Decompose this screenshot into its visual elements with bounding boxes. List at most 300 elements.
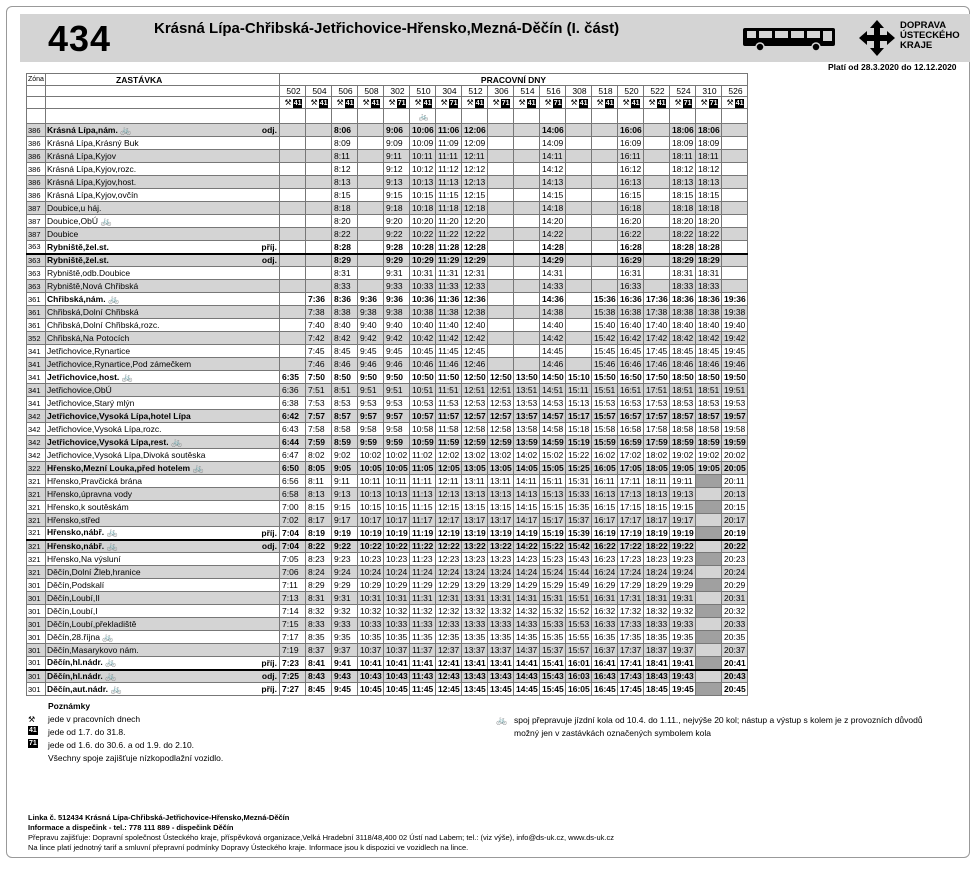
- time-cell: [696, 683, 722, 696]
- hammers-icon: ⚒: [336, 98, 344, 107]
- time-cell: 11:20: [436, 215, 462, 228]
- time-cell: [358, 228, 384, 241]
- time-cell: 15:23: [540, 553, 566, 566]
- time-cell: 10:46: [410, 358, 436, 371]
- time-cell: 10:29: [384, 579, 410, 592]
- time-cell: 9:59: [384, 436, 410, 449]
- time-cell: 10:29: [358, 579, 384, 592]
- arr-dep-mark: [252, 605, 280, 618]
- zone-cell: 342: [27, 410, 46, 423]
- time-cell: 12:58: [462, 423, 488, 436]
- time-cell: [722, 137, 748, 150]
- time-cell: 10:41: [358, 657, 384, 670]
- time-cell: [696, 579, 722, 592]
- time-cell: [306, 176, 332, 189]
- time-cell: 18:33: [670, 280, 696, 293]
- time-cell: 7:53: [306, 397, 332, 410]
- time-cell: 11:33: [410, 618, 436, 631]
- time-cell: 10:35: [358, 631, 384, 644]
- zone-cell: 301: [27, 670, 46, 683]
- time-cell: 8:23: [306, 553, 332, 566]
- time-cell: 18:05: [644, 462, 670, 475]
- time-cell: 9:51: [358, 384, 384, 397]
- time-cell: 10:02: [358, 449, 384, 462]
- time-cell: 19:43: [670, 670, 696, 683]
- time-cell: 6:36: [280, 384, 306, 397]
- time-cell: 18:32: [644, 605, 670, 618]
- time-cell: 7:57: [306, 410, 332, 423]
- time-cell: 10:33: [410, 280, 436, 293]
- time-cell: 12:37: [436, 644, 462, 657]
- time-cell: [696, 501, 722, 514]
- time-cell: 19:40: [722, 319, 748, 332]
- arr-dep-mark: [252, 215, 280, 228]
- time-cell: 15:35: [540, 631, 566, 644]
- stop-row: [27, 202, 748, 215]
- arr-dep-mark: příj.: [252, 657, 280, 670]
- time-cell: 15:46: [592, 358, 618, 371]
- time-cell: 10:28: [410, 241, 436, 254]
- stop-row: [27, 475, 748, 488]
- time-cell: 9:33: [332, 618, 358, 631]
- time-cell: [306, 202, 332, 215]
- time-cell: 10:45: [410, 345, 436, 358]
- time-cell: 13:45: [488, 683, 514, 696]
- time-cell: 14:41: [514, 657, 540, 670]
- time-cell: 10:15: [410, 189, 436, 202]
- time-cell: 9:42: [358, 332, 384, 345]
- time-cell: 15:51: [566, 592, 592, 605]
- stop-name: Jetřichovice,Rynartice: [46, 345, 252, 358]
- time-cell: [592, 202, 618, 215]
- trip-number: 506: [332, 86, 358, 97]
- time-cell: 11:42: [436, 332, 462, 345]
- time-cell: 12:09: [462, 137, 488, 150]
- time-cell: 9:36: [358, 293, 384, 306]
- note-item: ⚒ jede v pracovních dnech: [28, 714, 141, 724]
- time-cell: [592, 189, 618, 202]
- time-cell: 12:13: [436, 488, 462, 501]
- time-cell: 7:45: [306, 345, 332, 358]
- trip-number: 518: [592, 86, 618, 97]
- hammers-icon: ⚒: [648, 98, 656, 107]
- arr-dep-mark: odj.: [252, 540, 280, 553]
- time-cell: 16:15: [618, 189, 644, 202]
- time-cell: 16:46: [618, 358, 644, 371]
- time-cell: [488, 189, 514, 202]
- time-cell: 6:56: [280, 475, 306, 488]
- stop-row: [27, 449, 748, 462]
- trip-number: 508: [358, 86, 384, 97]
- time-cell: 11:45: [436, 345, 462, 358]
- time-cell: 14:36: [540, 293, 566, 306]
- time-cell: 16:29: [618, 254, 644, 267]
- time-cell: 11:45: [410, 683, 436, 696]
- time-cell: 8:38: [332, 306, 358, 319]
- stop-row: [27, 384, 748, 397]
- code-badge: 41: [475, 100, 484, 107]
- time-cell: [644, 280, 670, 293]
- time-cell: 9:09: [384, 137, 410, 150]
- time-cell: 13:11: [488, 475, 514, 488]
- time-cell: 12:19: [436, 527, 462, 540]
- hammers-icon: ⚒: [492, 98, 500, 107]
- time-cell: 11:31: [436, 267, 462, 280]
- time-cell: 10:35: [384, 631, 410, 644]
- time-cell: 9:20: [384, 215, 410, 228]
- time-cell: [644, 189, 670, 202]
- time-cell: 8:20: [332, 215, 358, 228]
- time-cell: 10:05: [384, 462, 410, 475]
- time-cell: 12:53: [488, 397, 514, 410]
- time-cell: [488, 254, 514, 267]
- time-cell: 14:33: [540, 280, 566, 293]
- time-cell: 19:37: [670, 644, 696, 657]
- stop-row: [27, 631, 748, 644]
- time-cell: [514, 189, 540, 202]
- time-cell: 7:23: [280, 657, 306, 670]
- time-cell: 17:15: [618, 501, 644, 514]
- time-cell: [644, 215, 670, 228]
- time-cell: 9:45: [384, 345, 410, 358]
- time-cell: [566, 150, 592, 163]
- time-cell: 12:58: [488, 423, 514, 436]
- time-cell: 16:40: [618, 319, 644, 332]
- time-cell: [514, 306, 540, 319]
- time-cell: 18:19: [644, 527, 670, 540]
- trip-number: 306: [488, 86, 514, 97]
- time-cell: 15:49: [566, 579, 592, 592]
- time-cell: 18:13: [670, 176, 696, 189]
- time-cell: 8:06: [332, 124, 358, 137]
- bike-icon: 🚲: [410, 109, 436, 124]
- time-cell: [514, 215, 540, 228]
- stop-row: [27, 267, 748, 280]
- time-cell: 8:41: [306, 657, 332, 670]
- time-cell: [488, 241, 514, 254]
- time-cell: 18:28: [670, 241, 696, 254]
- stop-name: Hřensko,nábř. 🚲: [46, 527, 252, 540]
- time-cell: 9:53: [384, 397, 410, 410]
- bike-icon: 🚲: [119, 371, 133, 382]
- time-cell: 9:36: [384, 293, 410, 306]
- zone-cell: 321: [27, 488, 46, 501]
- time-cell: 10:31: [410, 267, 436, 280]
- time-cell: [696, 566, 722, 579]
- time-cell: [514, 124, 540, 137]
- stop-name: Krásná Lípa,Kyjov,ovčín: [46, 189, 252, 202]
- timetable: Zóna ZASTÁVKA PRACOVNÍ DNY 502 504 506 508 302 510 304 512 306 514 516 308 518 520 522 524 310 526 ⚒ 41 ⚒ 41 ⚒ 41 ⚒ 41 ⚒ 71 ⚒ 41 ⚒ 71 ⚒ 41 ⚒ 71 ⚒ 41 ⚒ 71 ⚒ 41 ⚒ 41 ⚒ 41 ⚒ 41 ⚒ 71 ⚒ 71 ⚒ 41 🚲 386 Krásná Lípa,nám. 🚲 odj. 8:06 9:06 10:06 11:06 12:06 14:06 16:06 18:06 18:06 386 Krásná Lípa,Krásný Buk 8:09 9:09 10:09 11:09 12:09 14:09 16:09 18:09 18:09 386 Krásná Lípa,Kyjov 8:11 9:11 10:11 11:11 12:11 14:11 16:11 18:11 18:11 386 Krásná Lípa,Kyjov,rozc. 8:12 9:12 10:12 11:12 12:12 14:12 16:12 18:12 18:12 386 Krásná Lípa,Kyjov,host. 8:13 9:13 10:13 11:13 12:13 14:13 16:13 18:13 18:13 386 Krásná Lípa,Kyjov,ovčín 8:15 9:15 10:15 11:15 12:15 14:15 16:15 18:15 18:15 387 Doubice,u háj. 8:18 9:18 10:18 11:18 12:18 14:18 16:18 18:18 18:18 387 Doubice,ObÚ 🚲 8:20 9:20 10:20 11:20 12:20 14:20 16:20 18:20 18:20 387 Doubice 8:22 9:22 10:22 11:22 12:22 14:22 16:22 18:22 18:22 363 Rybniště,žel.st. příj. 8:28 9:28 10:28 11:28 12:28 14:28 16:28 18:28 18:28 363 Rybniště,žel.st. odj. 8:29 9:29 10:29 11:29 12:29 14:29 16:29 18:29 18:29 363 Rybniště,odb.Doubice 8:31 9:31 10:31 11:31 12:31 14:31 16:31 18:31 18:31 363 Rybniště,Nová Chřibská 8:33 9:33 10:33 11:33 12:33 14:33 16:33 18:33 18:33 361 Chřibská,nám. 🚲 7:36 8:36 9:36 9:36 10:36 11:36 12:36 14:36 15:36 16:36 17:36 18:36 18:36 19:36 361 Chřibská,Dolní Chřibská 7:38 8:38 9:38 9:38 10:38 11:38 12:38 14:38 15:38 16:38 17:38 18:38 18:38 19:38 361 Chřibská,Dolní Chřibská,rozc. 7:40 8:40 9:40 9:40 10:40 11:40 12:40 14:40 15:40 16:40 17:40 18:40 18:40 19:40 352 Chřibská,Na Potocích 7:42 8:42 9:42 9:42 10:42 11:42 12:42 14:42 15:42 16:42 17:42 18:42 18:42 19:42 341 Jetřichovice,Rynartice 7:45 8:45 9:45 9:45 10:45 11:45 12:45 14:45 15:45 16:45 17:45 18:45 18:45 19:45 341 Jetřichovice,Rynartice,Pod zámečkem 7:46 8:46 9:46 9:46 10:46 11:46 12:46 14:46 15:46 16:46 17:46 18:46 18:46 19:46 341 Jetřichovice,host. 🚲 6:35 7:50 8:50 9:50 9:50 10:50 11:50 12:50 12:50 13:50 14:50 15:10 15:50 16:50 17:50 18:50 18:50 19:50 341 Jetřichovice,ObÚ 6:36 7:51 8:51 9:51 9:51 10:51 11:51 12:51 12:51 13:51 14:51 15:11 15:51 16:51 17:51 18:51 18:51 19:51 341 Jetřichovice,Starý mlýn 6:38 7:53 8:53 9:53 9:53 10:53 11:53 12:53 12:53 13:53 14:53 15:13 15:53 16:53 17:53 18:53 18:53 19:53 342 Jetřichovice,Vysoká Lípa,hotel Lípa 6:42 7:57 8:57 9:57 9:57 10:57 11:57 12:57 12:57 13:57 14:57 15:17 15:57 16:57 17:57 18:57 18:57 19:57 342 Jetřichovice,Vysoká Lípa,rozc. 6:43 7:58 8:58 9:58 9:58 10:58 11:58 12:58 12:58 13:58 14:58 15:18 15:58 16:58 17:58 18:58 18:58 19:58 342 Jetřichovice,Vysoká Lípa,rest. 🚲 6:44 7:59 8:59 9:59 9:59 10:59 11:59 12:59 12:59 13:59 14:59 15:19 15:59 16:59 17:59 18:59 18:59 19:59 342 Jetřichovice,Vysoká Lípa,Divoká soutěska 6:47 8:02 9:02 10:02 10:02 11:02 12:02 13:02 13:02 14:02 15:02 15:22 16:02 17:02 18:02 19:02 19:02 20:02 322 Hřensko,Mezní Louka,před hotelem 🚲 6:50 8:05 9:05 10:05 10:05 11:05 12:05 13:05 13:05 14:05 15:05 15:25 16:05 17:05 18:05 19:05 19:05 20:05 321 Hřensko,Pravčická brána 6:56 8:11 9:11 10:11 10:11 11:11 12:11 13:11 13:11 14:11 15:11 15:31 16:11 17:11 18:11 19:11 20:11 321 Hřensko,úpravna vody 6:58 8:13 9:13 10:13 10:13 11:13 12:13 13:13 13:13 14:13 15:13 15:33 16:13 17:13 18:13 19:13 20:13 321 Hřensko,k soutěskám 7:00 8:15 9:15 10:15 10:15 11:15 12:15 13:15 13:15 14:15 15:15 15:35 16:15 17:15 18:15 19:15 20:15 321 Hřensko,střed 7:02 8:17 9:17 10:17 10:17 11:17 12:17 13:17 13:17 14:17 15:17 15:37 16:17 17:17 18:17 19:17 20:17 321 Hřensko,nábř. 🚲 příj. 7:04 8:19 9:19 10:19 10:19 11:19 12:19 13:19 13:19 14:19 15:19 15:39 16:19 17:19 18:19 19:19 20:19 321 Hřensko,nábř. 🚲 odj. 7:04 8:22 9:22 10:22 10:22 11:22 12:22 13:22 13:22 14:22 15:22 15:42 16:22 17:22 18:22 19:22 20:22 321 Hřensko,Na výsluní 7:05 8:23 9:23 10:23 10:23 11:23 12:23 13:23 13:23 14:23 15:23 15:43 16:23 17:23 18:23 19:23 20:23 321 Děčín,Dolní Žleb,hranice 7:06 8:24 9:24 10:24 10:24 11:24 12:24 13:24 13:24 14:24 15:24 15:44 16:24 17:24 18:24 19:24 20:24 301 Děčín,Podskalí 7:11 8:29 9:29 10:29 10:29 11:29 12:29 13:29 13:29 14:29 15:29 15:49 16:29 17:29 18:29 19:29 20:29 301 Děčín,Loubí,II 7:13 8:31 9:31 10:31 10:31 11:31 12:31 13:31 13:31 14:31 15:31 15:51 16:31 17:31 18:31 19:31 20:31 301 Děčín,Loubí,I 7:14 8:32 9:32 10:32 10:32 11:32 12:32 13:32 13:32 14:32 15:32 15:52 16:32 17:32 18:32 19:32 20:32 301 Děčín,Loubí,překladiště 7:15 8:33 9:33 10:33 10:33 11:33 12:33 13:33 13:33 14:33 15:33 15:53 16:33 17:33 18:33 19:33 20:33 301 Děčín,28.října 🚲 7:17 8:35 9:35 10:35 10:35 11:35 12:35 13:35 13:35 14:35 15:35 15:55 16:35 17:35 18:35 19:35 20:35 301 Děčín,Masarykovo nám. 7:19 8:37 9:37 10:37 10:37 11:37 12:37 13:37 13:37 14:37 15:37 15:57 16:37 17:37 18:37 19:37 20:37 301 Děčín,hl.nádr. 🚲 příj. 7:23 8:41 9:41 10:41 10:41 11:41 12:41 13:41 13:41 14:41 15:41 16:01 16:41 17:41 18:41 19:41 20:41 301 Děčín,hl.nádr. 🚲 odj. 7:25 8:43 9:43 10:43 10:43 11:43 12:43 13:43 13:43 14:43 15:43 16:03 16:43 17:43 18:43 19:43 20:43 301 Děčín,aut.nádr. 🚲 příj. 7:27 8:45 9:45 10:45 10:45 11:45 12:45 13:45 13:45 14:45 15:45 16:05 16:45 17:45 18:45 19:45 20:45: [28, 74, 746, 694]
- time-cell: 16:05: [592, 462, 618, 475]
- time-cell: 12:24: [436, 566, 462, 579]
- zone-cell: 301: [27, 605, 46, 618]
- time-cell: 18:31: [696, 267, 722, 280]
- time-cell: 15:59: [592, 436, 618, 449]
- note-item: 41 jede od 1.7. do 31.8.: [29, 727, 126, 737]
- time-cell: 10:29: [410, 254, 436, 267]
- time-cell: 16:05: [566, 683, 592, 696]
- time-cell: 9:28: [384, 241, 410, 254]
- time-cell: [722, 254, 748, 267]
- time-cell: 9:41: [332, 657, 358, 670]
- time-cell: 17:13: [618, 488, 644, 501]
- time-cell: 9:40: [358, 319, 384, 332]
- stop-name: Rybniště,žel.st.: [46, 254, 252, 267]
- time-cell: 18:57: [696, 410, 722, 423]
- time-cell: [280, 228, 306, 241]
- time-cell: 10:05: [358, 462, 384, 475]
- time-cell: 9:31: [384, 267, 410, 280]
- stop-row: [27, 683, 748, 696]
- time-cell: 10:36: [410, 293, 436, 306]
- stop-name: Chřibská,nám. 🚲: [46, 293, 252, 306]
- time-cell: 13:19: [462, 527, 488, 540]
- time-cell: 14:12: [540, 163, 566, 176]
- time-cell: 20:02: [722, 449, 748, 462]
- stop-name: Jetřichovice,host. 🚲: [46, 371, 252, 384]
- time-cell: 7:17: [280, 631, 306, 644]
- time-cell: 8:40: [332, 319, 358, 332]
- time-cell: 9:15: [332, 501, 358, 514]
- time-cell: [696, 553, 722, 566]
- time-cell: 16:42: [618, 332, 644, 345]
- time-cell: 18:31: [644, 592, 670, 605]
- time-cell: 19:19: [670, 527, 696, 540]
- note-item: 71 jede od 1.6. do 30.6. a od 1.9. do 2.10.: [29, 740, 195, 750]
- stop-row: [27, 436, 748, 449]
- stop-row: [27, 410, 748, 423]
- time-cell: 8:46: [332, 358, 358, 371]
- time-cell: 15:37: [540, 644, 566, 657]
- time-cell: 18:58: [696, 423, 722, 436]
- time-cell: [514, 345, 540, 358]
- time-cell: [280, 137, 306, 150]
- time-cell: 13:37: [462, 644, 488, 657]
- arr-dep-mark: [252, 189, 280, 202]
- time-cell: 8:31: [306, 592, 332, 605]
- hammers-icon: ⚒: [466, 98, 474, 107]
- time-cell: [696, 657, 722, 670]
- stop-name: Jetřichovice,Rynartice,Pod zámečkem: [46, 358, 252, 371]
- time-cell: [566, 319, 592, 332]
- zone-cell: 386: [27, 189, 46, 202]
- time-cell: 6:35: [280, 371, 306, 384]
- zone-cell: 361: [27, 319, 46, 332]
- time-cell: 10:15: [358, 501, 384, 514]
- time-cell: 10:15: [384, 501, 410, 514]
- time-cell: 15:43: [540, 670, 566, 683]
- time-cell: 9:43: [332, 670, 358, 683]
- time-cell: [488, 358, 514, 371]
- time-cell: 15:42: [566, 540, 592, 553]
- stop-name: Chřibská,Dolní Chřibská,rozc.: [46, 319, 252, 332]
- time-cell: 19:29: [670, 579, 696, 592]
- zone-cell: 301: [27, 631, 46, 644]
- time-cell: 15:39: [566, 527, 592, 540]
- zone-cell: 301: [27, 657, 46, 670]
- time-cell: [488, 163, 514, 176]
- time-cell: 8:57: [332, 410, 358, 423]
- time-cell: [722, 176, 748, 189]
- time-cell: 17:40: [644, 319, 670, 332]
- arr-dep-mark: příj.: [252, 527, 280, 540]
- time-cell: 11:31: [410, 592, 436, 605]
- time-cell: 13:11: [462, 475, 488, 488]
- time-cell: 18:38: [670, 306, 696, 319]
- code-badge: 41: [345, 100, 354, 107]
- time-cell: [566, 280, 592, 293]
- time-cell: 12:50: [488, 371, 514, 384]
- time-cell: 8:24: [306, 566, 332, 579]
- stop-name: Doubice,ObÚ 🚲: [46, 215, 252, 228]
- time-cell: 16:37: [592, 644, 618, 657]
- time-cell: [644, 163, 670, 176]
- stop-name: Hřensko,střed: [46, 514, 252, 527]
- time-cell: [514, 332, 540, 345]
- time-cell: 13:29: [462, 579, 488, 592]
- time-cell: 18:09: [670, 137, 696, 150]
- time-cell: 8:32: [306, 605, 332, 618]
- bike-icon: 🚲: [98, 215, 112, 226]
- time-cell: 11:19: [410, 527, 436, 540]
- time-cell: 17:42: [644, 332, 670, 345]
- time-cell: 10:31: [358, 592, 384, 605]
- stop-name: Krásná Lípa,Kyjov,rozc.: [46, 163, 252, 176]
- time-cell: 16:19: [592, 527, 618, 540]
- time-cell: 17:57: [644, 410, 670, 423]
- stop-name: Hřensko,úpravna vody: [46, 488, 252, 501]
- time-cell: [566, 124, 592, 137]
- stop-row: [27, 254, 748, 267]
- time-cell: 18:38: [696, 306, 722, 319]
- time-cell: 8:28: [332, 241, 358, 254]
- time-cell: 18:06: [696, 124, 722, 137]
- stop-name: Rybniště,žel.st.: [46, 241, 252, 254]
- time-cell: 11:22: [436, 228, 462, 241]
- time-cell: 10:20: [410, 215, 436, 228]
- time-cell: [696, 475, 722, 488]
- time-cell: [280, 306, 306, 319]
- time-cell: 9:58: [358, 423, 384, 436]
- time-cell: 12:28: [462, 241, 488, 254]
- time-cell: 16:32: [592, 605, 618, 618]
- time-cell: 13:24: [488, 566, 514, 579]
- time-cell: 11:28: [436, 241, 462, 254]
- time-cell: 9:46: [358, 358, 384, 371]
- time-cell: 9:12: [384, 163, 410, 176]
- stop-row: [27, 150, 748, 163]
- time-cell: [280, 254, 306, 267]
- code-badge: 41: [657, 100, 666, 107]
- time-cell: 14:19: [514, 527, 540, 540]
- time-cell: 15:43: [566, 553, 592, 566]
- time-cell: 13:23: [462, 553, 488, 566]
- bike-icon: 🚲: [107, 683, 122, 694]
- time-cell: 11:22: [410, 540, 436, 553]
- time-cell: 9:50: [358, 371, 384, 384]
- time-cell: 18:22: [696, 228, 722, 241]
- time-cell: 8:09: [332, 137, 358, 150]
- time-cell: 20:11: [722, 475, 748, 488]
- time-cell: 7:00: [280, 501, 306, 514]
- time-cell: 6:42: [280, 410, 306, 423]
- arr-dep-mark: [252, 592, 280, 605]
- time-cell: 14:32: [514, 605, 540, 618]
- time-cell: 13:51: [514, 384, 540, 397]
- time-cell: 16:15: [592, 501, 618, 514]
- time-cell: 20:43: [722, 670, 748, 683]
- time-cell: 11:12: [436, 163, 462, 176]
- time-cell: [306, 163, 332, 176]
- time-cell: 19:02: [670, 449, 696, 462]
- time-cell: 10:33: [358, 618, 384, 631]
- time-cell: [644, 150, 670, 163]
- time-cell: 11:40: [436, 319, 462, 332]
- time-cell: 20:05: [722, 462, 748, 475]
- time-cell: 18:36: [670, 293, 696, 306]
- time-cell: 10:33: [384, 618, 410, 631]
- arr-dep-mark: [252, 358, 280, 371]
- time-cell: 13:41: [488, 657, 514, 670]
- time-cell: 20:35: [722, 631, 748, 644]
- time-cell: 9:23: [332, 553, 358, 566]
- time-cell: 9:29: [384, 254, 410, 267]
- time-cell: 8:19: [306, 527, 332, 540]
- time-cell: 18:45: [696, 345, 722, 358]
- time-cell: 17:22: [618, 540, 644, 553]
- time-cell: [566, 189, 592, 202]
- stop-row: [27, 332, 748, 345]
- time-cell: 13:53: [514, 397, 540, 410]
- time-cell: 10:13: [384, 488, 410, 501]
- hammers-icon: ⚒: [28, 715, 36, 724]
- time-cell: 14:18: [540, 202, 566, 215]
- time-cell: 15:22: [566, 449, 592, 462]
- time-cell: 8:58: [332, 423, 358, 436]
- time-cell: 12:42: [462, 332, 488, 345]
- arr-dep-mark: odj.: [252, 670, 280, 683]
- time-cell: 14:15: [514, 501, 540, 514]
- time-cell: 7:05: [280, 553, 306, 566]
- time-cell: 9:17: [332, 514, 358, 527]
- time-cell: 16:18: [618, 202, 644, 215]
- time-cell: 10:51: [410, 384, 436, 397]
- time-cell: 18:50: [670, 371, 696, 384]
- time-cell: [280, 358, 306, 371]
- time-cell: 18:41: [644, 657, 670, 670]
- time-cell: 11:43: [410, 670, 436, 683]
- time-cell: 7:04: [280, 540, 306, 553]
- time-cell: 18:42: [696, 332, 722, 345]
- time-cell: 19:59: [722, 436, 748, 449]
- time-cell: [358, 241, 384, 254]
- time-cell: 11:33: [436, 280, 462, 293]
- time-cell: [644, 267, 670, 280]
- time-cell: 12:36: [462, 293, 488, 306]
- time-cell: 19:32: [670, 605, 696, 618]
- arr-dep-mark: [252, 397, 280, 410]
- time-cell: 18:45: [644, 683, 670, 696]
- time-cell: [722, 280, 748, 293]
- time-cell: [306, 124, 332, 137]
- time-cell: [644, 254, 670, 267]
- time-cell: [306, 137, 332, 150]
- time-cell: 11:29: [410, 579, 436, 592]
- time-cell: 7:02: [280, 514, 306, 527]
- time-cell: 13:41: [462, 657, 488, 670]
- time-cell: 10:41: [384, 657, 410, 670]
- time-cell: 14:29: [514, 579, 540, 592]
